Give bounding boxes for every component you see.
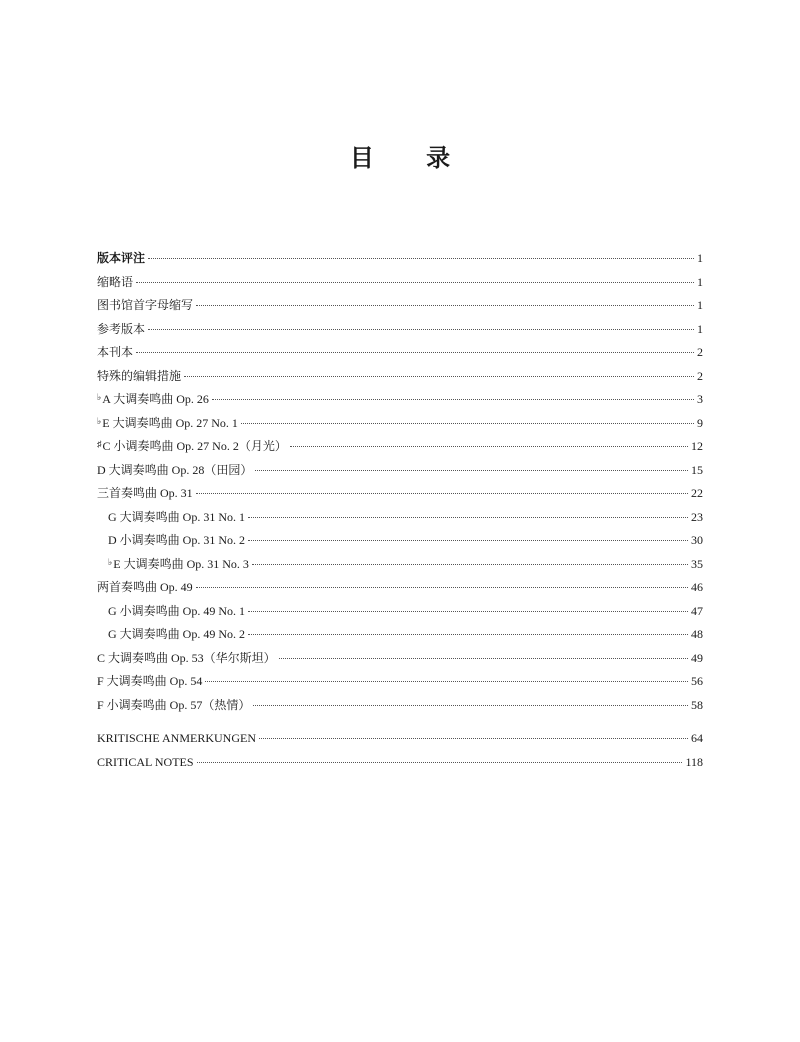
toc-entry-title xyxy=(97,731,256,746)
toc-entry-title xyxy=(97,578,193,595)
toc-entry[interactable] xyxy=(97,578,703,602)
dot-leader xyxy=(248,634,688,635)
toc-entry-label: C 大调奏鸣曲 Op. 53（华尔斯坦） xyxy=(97,650,276,665)
toc-entry[interactable] xyxy=(97,602,703,626)
dot-leader xyxy=(241,423,694,424)
toc-entry-title xyxy=(97,296,193,313)
toc-page-number: 48 xyxy=(691,627,703,641)
toc-entry[interactable] xyxy=(97,508,703,532)
toc-entry-title xyxy=(97,672,202,689)
toc-entry-label: 图书馆首字母缩写 xyxy=(97,298,194,312)
toc-entry[interactable] xyxy=(97,484,703,508)
dot-leader xyxy=(148,258,694,259)
toc-entry-title xyxy=(97,414,238,431)
dot-leader xyxy=(279,658,688,659)
toc-entry-label: 缩略语 xyxy=(97,274,134,289)
toc-entry-title xyxy=(108,625,245,642)
flat-sign-icon: ♭ xyxy=(97,392,102,402)
dot-leader xyxy=(248,611,688,612)
dot-leader xyxy=(252,564,688,565)
toc-page-number: 30 xyxy=(691,533,703,547)
dot-leader xyxy=(259,738,688,739)
dot-leader xyxy=(212,399,694,400)
dot-leader xyxy=(290,446,688,447)
toc-entry-label: A 大调奏鸣曲 Op. 26 xyxy=(102,392,209,406)
toc-entry[interactable] xyxy=(97,555,703,579)
dot-leader xyxy=(197,762,683,763)
dot-leader xyxy=(248,517,688,518)
flat-sign-icon: ♭ xyxy=(108,556,113,567)
toc-entry-label: F 小调奏鸣曲 Op. 57（热情） xyxy=(97,697,251,712)
toc-page-number: 64 xyxy=(691,731,703,745)
appendix-entry[interactable] xyxy=(97,755,703,779)
toc-page-number: 46 xyxy=(691,580,703,594)
toc-entry-title xyxy=(97,320,145,337)
toc-entry[interactable] xyxy=(97,273,703,297)
toc-page-number: 1 xyxy=(697,298,703,312)
toc-page-number: 35 xyxy=(691,556,703,571)
dot-leader xyxy=(136,282,694,283)
toc-entry-title xyxy=(97,367,181,384)
toc-entry-label: G 大调奏鸣曲 Op. 31 No. 1 xyxy=(108,509,245,524)
toc-entry-title xyxy=(97,343,133,360)
toc-page-number: 1 xyxy=(697,251,703,265)
toc-entry[interactable] xyxy=(97,672,703,696)
toc-entry-label: E 大调奏鸣曲 Op. 27 No. 1 xyxy=(102,415,238,430)
toc-entry[interactable] xyxy=(97,437,703,461)
dot-leader xyxy=(205,681,688,682)
toc-page-number: 58 xyxy=(691,697,703,712)
dot-leader xyxy=(196,587,688,588)
toc-entry-label: 两首奏鸣曲 Op. 49 xyxy=(97,580,193,594)
toc-entry-label: 三首奏鸣曲 Op. 31 xyxy=(97,486,193,500)
toc-entry-label: KRITISCHE ANMERKUNGEN xyxy=(97,731,256,745)
toc-entry-label: G 大调奏鸣曲 Op. 49 No. 2 xyxy=(108,627,245,641)
toc-page-number: 47 xyxy=(691,603,703,618)
toc-entry-title xyxy=(108,508,245,525)
toc-entry-label: D 小调奏鸣曲 Op. 31 No. 2 xyxy=(108,533,245,547)
toc-entry[interactable] xyxy=(97,531,703,555)
toc-page-number: 49 xyxy=(691,650,703,665)
toc-page-number: 22 xyxy=(691,486,703,500)
toc-entry-label: 特殊的编辑措施 xyxy=(97,368,182,383)
toc-entry-label: E 大调奏鸣曲 Op. 31 No. 3 xyxy=(113,556,249,571)
toc-page-number: 23 xyxy=(691,509,703,524)
toc-entry-title xyxy=(97,249,145,266)
dot-leader xyxy=(184,376,694,377)
toc-entry[interactable] xyxy=(97,625,703,649)
toc-entry-label: F 大调奏鸣曲 Op. 54 xyxy=(97,674,203,688)
toc-entry[interactable] xyxy=(97,649,703,673)
toc-entry-label: 本刊本 xyxy=(97,345,134,359)
toc-entry[interactable] xyxy=(97,390,703,414)
toc-entry[interactable] xyxy=(97,696,703,720)
toc-page-number: 9 xyxy=(697,415,703,430)
dot-leader xyxy=(255,470,688,471)
toc-entry-label: D 大调奏鸣曲 Op. 28（田园） xyxy=(97,462,253,477)
dot-leader xyxy=(136,352,694,353)
toc-entry-title xyxy=(108,531,245,548)
toc-page-number: 1 xyxy=(697,274,703,289)
dot-leader xyxy=(196,493,688,494)
toc-entry-label: 版本评注 xyxy=(97,251,146,265)
flat-sign-icon: ♭ xyxy=(97,415,102,426)
toc-entry-title xyxy=(108,602,245,619)
dot-leader xyxy=(248,540,688,541)
toc-entry-title xyxy=(97,461,252,478)
dot-leader xyxy=(148,329,694,330)
toc-entry-label: C 小调奏鸣曲 Op. 27 No. 2（月光） xyxy=(102,439,287,453)
table-of-contents xyxy=(97,249,703,778)
toc-entry-title xyxy=(97,649,276,666)
toc-page-number: 12 xyxy=(691,439,703,453)
toc-entry[interactable] xyxy=(97,414,703,438)
toc-entry[interactable] xyxy=(97,249,703,273)
sharp-sign-icon: ♯ xyxy=(97,439,102,449)
toc-entry-title xyxy=(97,437,287,454)
toc-entry-title xyxy=(97,484,193,501)
appendix-entry[interactable] xyxy=(97,731,703,755)
dot-leader xyxy=(196,305,694,306)
toc-entry-title xyxy=(97,390,209,407)
toc-page-number: 1 xyxy=(697,321,703,336)
toc-entry[interactable] xyxy=(97,367,703,391)
toc-entry[interactable] xyxy=(97,343,703,367)
toc-page-number: 2 xyxy=(697,345,703,359)
toc-entry-label: 参考版本 xyxy=(97,321,146,336)
toc-entry-title xyxy=(97,273,133,290)
toc-entry[interactable] xyxy=(97,296,703,320)
toc-entry[interactable] xyxy=(97,320,703,344)
toc-page-number: 15 xyxy=(691,462,703,477)
toc-entry[interactable] xyxy=(97,461,703,485)
dot-leader xyxy=(253,705,688,706)
toc-page-number: 56 xyxy=(691,674,703,688)
toc-page-number: 3 xyxy=(697,392,703,406)
page-title: 目 录 xyxy=(349,144,473,172)
toc-page-number: 2 xyxy=(697,368,703,383)
toc-entry-label: G 小调奏鸣曲 Op. 49 No. 1 xyxy=(108,603,245,618)
toc-page-number: 118 xyxy=(685,754,703,769)
toc-entry-title xyxy=(97,696,250,713)
toc-entry-label: CRITICAL NOTES xyxy=(97,754,194,769)
toc-entry-title xyxy=(97,755,194,770)
section-spacer xyxy=(97,719,703,731)
toc-entry-title xyxy=(108,555,249,572)
